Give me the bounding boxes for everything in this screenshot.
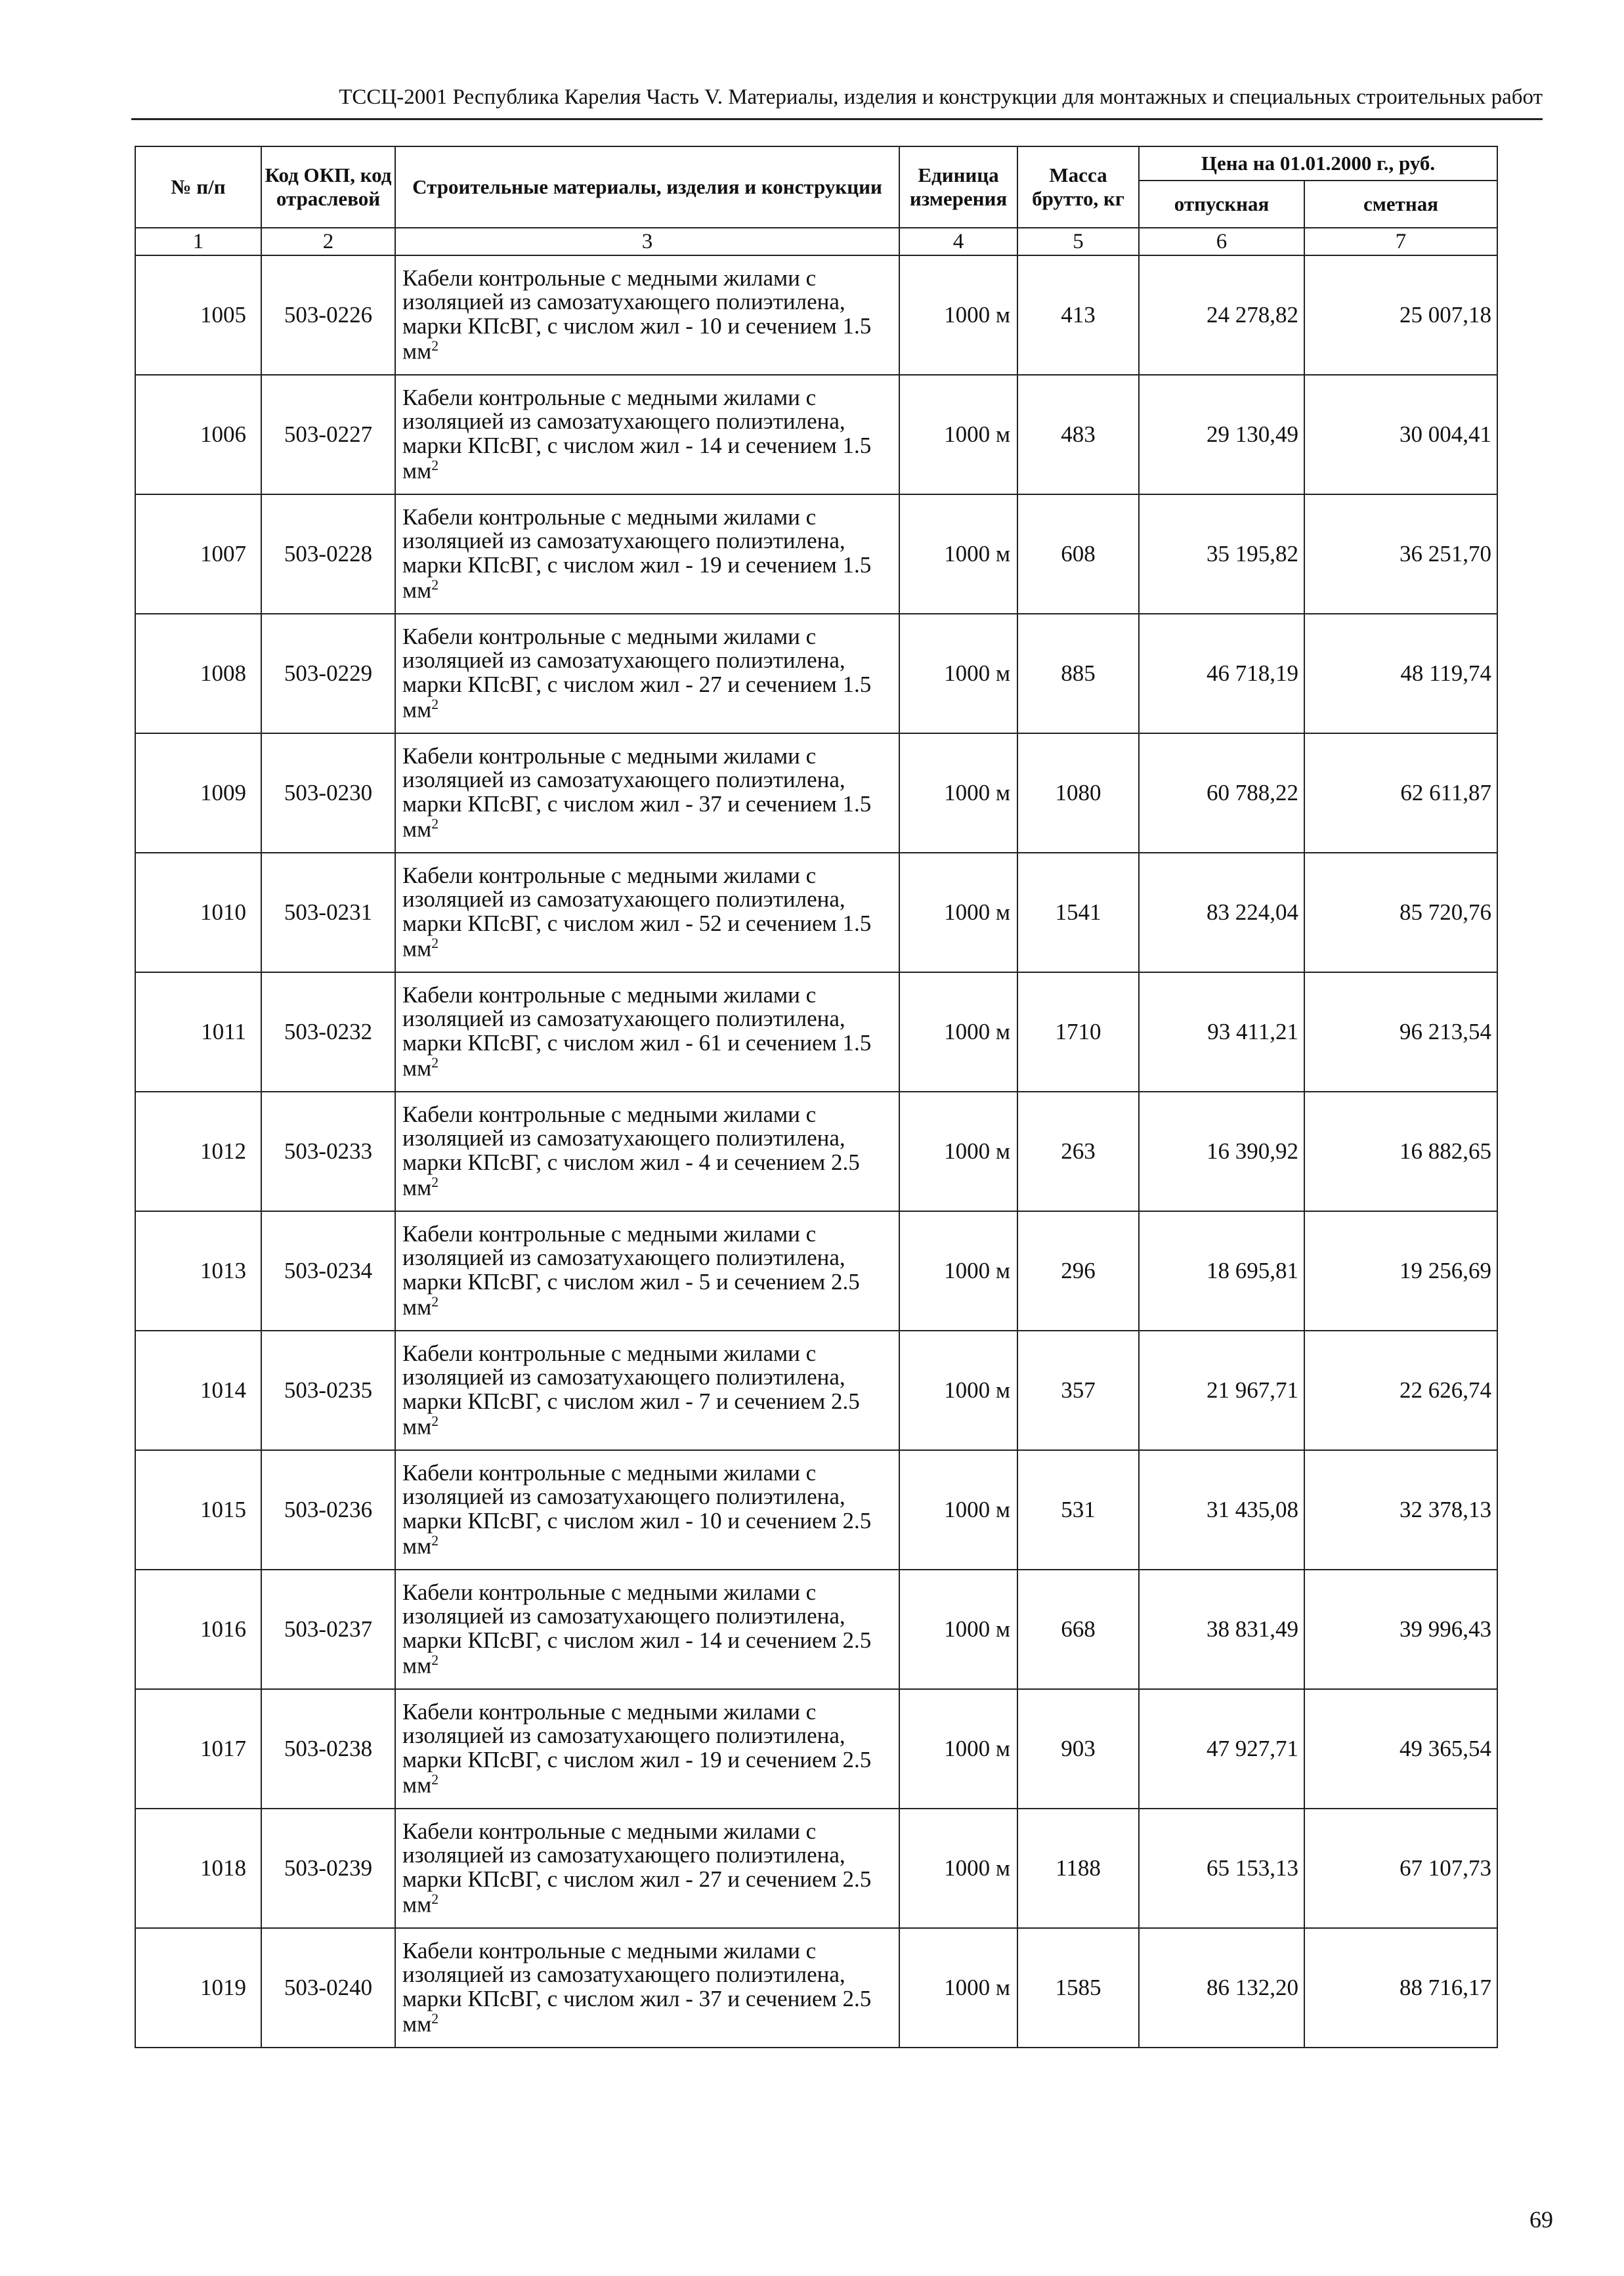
estimate-price: 62 611,87: [1304, 733, 1497, 853]
material-description-text: Кабели контрольные с медными жилами с изоляцией из самозатухающего полиэтилена, марки КПсВГ, с числом жил - 4 и сечением 2.5 мм: [402, 1101, 860, 1201]
estimate-price: 36 251,70: [1304, 494, 1497, 614]
release-price: 18 695,81: [1139, 1211, 1304, 1331]
unit-of-measure: 1000 м: [899, 614, 1017, 733]
table-row: [135, 375, 1497, 494]
gross-mass: 357: [1017, 1331, 1139, 1450]
okp-code: 503-0226: [261, 255, 395, 375]
unit-of-measure: 1000 м: [899, 1689, 1017, 1809]
gross-mass: 531: [1017, 1450, 1139, 1570]
unit-superscript: 2: [431, 1891, 439, 1907]
gross-mass: 263: [1017, 1092, 1139, 1211]
col-header-unit: Единица измерения: [899, 146, 1017, 228]
material-description-text: Кабели контрольные с медными жилами с изоляцией из самозатухающего полиэтилена, марки КПсВГ, с числом жил - 10 и сечением 2.5 мм: [402, 1459, 872, 1559]
material-description-text: Кабели контрольные с медными жилами с изоляцией из самозатухающего полиэтилена, марки КПсВГ, с числом жил - 37 и сечением 1.5 мм: [402, 742, 872, 842]
row-number: 1010: [135, 853, 261, 972]
unit-of-measure: 1000 м: [899, 255, 1017, 375]
gross-mass: 1710: [1017, 972, 1139, 1092]
release-price: 31 435,08: [1139, 1450, 1304, 1570]
release-price: 60 788,22: [1139, 733, 1304, 853]
row-number: 1018: [135, 1809, 261, 1928]
table-row: [135, 1689, 1497, 1809]
col-number: 1: [135, 228, 261, 255]
release-price: 24 278,82: [1139, 255, 1304, 375]
estimate-price: 88 716,17: [1304, 1928, 1497, 2048]
gross-mass: 413: [1017, 255, 1139, 375]
row-number: 1011: [135, 972, 261, 1092]
gross-mass: 296: [1017, 1211, 1139, 1331]
release-price: 35 195,82: [1139, 494, 1304, 614]
material-description: [395, 1331, 899, 1450]
release-price: 83 224,04: [1139, 853, 1304, 972]
unit-superscript: 2: [431, 1174, 439, 1190]
row-number: 1009: [135, 733, 261, 853]
unit-superscript: 2: [431, 696, 439, 712]
okp-code: 503-0228: [261, 494, 395, 614]
header-divider: [131, 118, 1543, 120]
row-number: 1007: [135, 494, 261, 614]
gross-mass: 1585: [1017, 1928, 1139, 2048]
row-number: 1008: [135, 614, 261, 733]
table-row: [135, 853, 1497, 972]
material-description: [395, 614, 899, 733]
row-number: 1019: [135, 1928, 261, 2048]
release-price: 21 967,71: [1139, 1331, 1304, 1450]
col-number: 4: [899, 228, 1017, 255]
material-description-text: Кабели контрольные с медными жилами с изоляцией из самозатухающего полиэтилена, марки КПсВГ, с числом жил - 52 и сечением 1.5 мм: [402, 862, 872, 962]
material-description: [395, 1809, 899, 1928]
table-row: [135, 1092, 1497, 1211]
row-number: 1017: [135, 1689, 261, 1809]
material-description-text: Кабели контрольные с медными жилами с изоляцией из самозатухающего полиэтилена, марки КПсВГ, с числом жил - 61 и сечением 1.5 мм: [402, 981, 872, 1081]
estimate-price: 39 996,43: [1304, 1570, 1497, 1689]
row-number: 1012: [135, 1092, 261, 1211]
okp-code: 503-0240: [261, 1928, 395, 2048]
material-description: [395, 1211, 899, 1331]
table-row: [135, 614, 1497, 733]
col-number: 3: [395, 228, 899, 255]
col-number: 5: [1017, 228, 1139, 255]
release-price: 86 132,20: [1139, 1928, 1304, 2048]
gross-mass: 1188: [1017, 1809, 1139, 1928]
release-price: 46 718,19: [1139, 614, 1304, 733]
material-description: [395, 853, 899, 972]
release-price: 65 153,13: [1139, 1809, 1304, 1928]
okp-code: 503-0231: [261, 853, 395, 972]
estimate-price: 25 007,18: [1304, 255, 1497, 375]
unit-of-measure: 1000 м: [899, 1211, 1017, 1331]
material-description: [395, 972, 899, 1092]
col-number: 7: [1304, 228, 1497, 255]
gross-mass: 608: [1017, 494, 1139, 614]
unit-superscript: 2: [431, 1293, 439, 1310]
col-number: 2: [261, 228, 395, 255]
table-row: [135, 1570, 1497, 1689]
unit-of-measure: 1000 м: [899, 1928, 1017, 2048]
material-description-text: Кабели контрольные с медными жилами с изоляцией из самозатухающего полиэтилена, марки КПсВГ, с числом жил - 27 и сечением 2.5 мм: [402, 1818, 872, 1918]
estimate-price: 30 004,41: [1304, 375, 1497, 494]
unit-of-measure: 1000 м: [899, 1450, 1017, 1570]
estimate-price: 19 256,69: [1304, 1211, 1497, 1331]
row-number: 1015: [135, 1450, 261, 1570]
estimate-price: 96 213,54: [1304, 972, 1497, 1092]
okp-code: 503-0234: [261, 1211, 395, 1331]
table-row: [135, 972, 1497, 1092]
material-description: [395, 733, 899, 853]
unit-superscript: 2: [431, 2010, 439, 2027]
unit-of-measure: 1000 м: [899, 1092, 1017, 1211]
release-price: 93 411,21: [1139, 972, 1304, 1092]
material-description-text: Кабели контрольные с медными жилами с изоляцией из самозатухающего полиэтилена, марки КПсВГ, с числом жил - 14 и сечением 2.5 мм: [402, 1579, 872, 1679]
okp-code: 503-0227: [261, 375, 395, 494]
estimate-price: 22 626,74: [1304, 1331, 1497, 1450]
unit-of-measure: 1000 м: [899, 853, 1017, 972]
unit-superscript: 2: [431, 576, 439, 593]
table-row: [135, 494, 1497, 614]
release-price: 47 927,71: [1139, 1689, 1304, 1809]
gross-mass: 885: [1017, 614, 1139, 733]
table-row: [135, 733, 1497, 853]
unit-superscript: 2: [431, 457, 439, 473]
gross-mass: 1080: [1017, 733, 1139, 853]
page-header-title: ТССЦ-2001 Республика Карелия Часть V. Материалы, изделия и конструкции для монтажных и специальных строительных работ: [339, 85, 1543, 109]
release-price: 16 390,92: [1139, 1092, 1304, 1211]
estimate-price: 48 119,74: [1304, 614, 1497, 733]
gross-mass: 903: [1017, 1689, 1139, 1809]
material-description-text: Кабели контрольные с медными жилами с изоляцией из самозатухающего полиэтилена, марки КПсВГ, с числом жил - 5 и сечением 2.5 мм: [402, 1220, 860, 1320]
table-row: [135, 1928, 1497, 2048]
unit-of-measure: 1000 м: [899, 1331, 1017, 1450]
gross-mass: 483: [1017, 375, 1139, 494]
okp-code: 503-0229: [261, 614, 395, 733]
okp-code: 503-0237: [261, 1570, 395, 1689]
okp-code: 503-0232: [261, 972, 395, 1092]
material-description: [395, 1092, 899, 1211]
unit-superscript: 2: [431, 1652, 439, 1668]
unit-superscript: 2: [431, 1054, 439, 1071]
col-header-code: Код ОКП, код отраслевой: [261, 146, 395, 228]
unit-superscript: 2: [431, 1532, 439, 1549]
col-number: 6: [1139, 228, 1304, 255]
row-number: 1014: [135, 1331, 261, 1450]
material-description: [395, 494, 899, 614]
row-number: 1005: [135, 255, 261, 375]
material-description-text: Кабели контрольные с медными жилами с изоляцией из самозатухающего полиэтилена, марки КПсВГ, с числом жил - 37 и сечением 2.5 мм: [402, 1937, 872, 2037]
row-number: 1006: [135, 375, 261, 494]
okp-code: 503-0239: [261, 1809, 395, 1928]
unit-superscript: 2: [431, 1771, 439, 1788]
release-price: 29 130,49: [1139, 375, 1304, 494]
unit-of-measure: 1000 м: [899, 1809, 1017, 1928]
material-description-text: Кабели контрольные с медными жилами с изоляцией из самозатухающего полиэтилена, марки КПсВГ, с числом жил - 7 и сечением 2.5 мм: [402, 1340, 860, 1440]
unit-superscript: 2: [431, 935, 439, 951]
col-header-materials: Строительные материалы, изделия и конструкции: [395, 146, 899, 228]
material-description: [395, 1689, 899, 1809]
release-price: 38 831,49: [1139, 1570, 1304, 1689]
material-description: [395, 1450, 899, 1570]
unit-of-measure: 1000 м: [899, 1570, 1017, 1689]
okp-code: 503-0235: [261, 1331, 395, 1450]
material-description: [395, 1570, 899, 1689]
gross-mass: 1541: [1017, 853, 1139, 972]
material-description-text: Кабели контрольные с медными жилами с изоляцией из самозатухающего полиэтилена, марки КПсВГ, с числом жил - 19 и сечением 2.5 мм: [402, 1698, 872, 1798]
okp-code: 503-0230: [261, 733, 395, 853]
okp-code: 503-0238: [261, 1689, 395, 1809]
material-description-text: Кабели контрольные с медными жилами с изоляцией из самозатухающего полиэтилена, марки КПсВГ, с числом жил - 27 и сечением 1.5 мм: [402, 623, 872, 723]
col-header-num: № п/п: [135, 146, 261, 228]
table-row: [135, 1211, 1497, 1331]
page-number: 69: [1529, 2206, 1553, 2233]
gross-mass: 668: [1017, 1570, 1139, 1689]
estimate-price: 32 378,13: [1304, 1450, 1497, 1570]
table-row: [135, 255, 1497, 375]
col-header-price-release: отпускная: [1139, 181, 1304, 228]
col-header-mass: Масса брутто, кг: [1017, 146, 1139, 228]
unit-superscript: 2: [431, 1413, 439, 1429]
estimate-price: 85 720,76: [1304, 853, 1497, 972]
unit-superscript: 2: [431, 815, 439, 832]
unit-of-measure: 1000 м: [899, 375, 1017, 494]
estimate-price: 49 365,54: [1304, 1689, 1497, 1809]
material-description: [395, 1928, 899, 2048]
material-description: [395, 255, 899, 375]
estimate-price: 16 882,65: [1304, 1092, 1497, 1211]
unit-of-measure: 1000 м: [899, 733, 1017, 853]
row-number: 1013: [135, 1211, 261, 1331]
price-table: [135, 146, 1498, 2048]
okp-code: 503-0233: [261, 1092, 395, 1211]
material-description-text: Кабели контрольные с медными жилами с изоляцией из самозатухающего полиэтилена, марки КПсВГ, с числом жил - 19 и сечением 1.5 мм: [402, 504, 872, 603]
row-number: 1016: [135, 1570, 261, 1689]
okp-code: 503-0236: [261, 1450, 395, 1570]
material-description: [395, 375, 899, 494]
table-row: [135, 1450, 1497, 1570]
col-header-price-group: Цена на 01.01.2000 г., руб.: [1139, 146, 1497, 181]
material-description-text: Кабели контрольные с медными жилами с изоляцией из самозатухающего полиэтилена, марки КПсВГ, с числом жил - 14 и сечением 1.5 мм: [402, 384, 872, 484]
estimate-price: 67 107,73: [1304, 1809, 1497, 1928]
table-row: [135, 1809, 1497, 1928]
unit-of-measure: 1000 м: [899, 972, 1017, 1092]
column-number-row: [135, 228, 1497, 255]
unit-superscript: 2: [431, 337, 439, 354]
unit-of-measure: 1000 м: [899, 494, 1017, 614]
table-row: [135, 1331, 1497, 1450]
material-description-text: Кабели контрольные с медными жилами с изоляцией из самозатухающего полиэтилена, марки КПсВГ, с числом жил - 10 и сечением 1.5 мм: [402, 265, 872, 364]
col-header-price-estimate: сметная: [1304, 181, 1497, 228]
